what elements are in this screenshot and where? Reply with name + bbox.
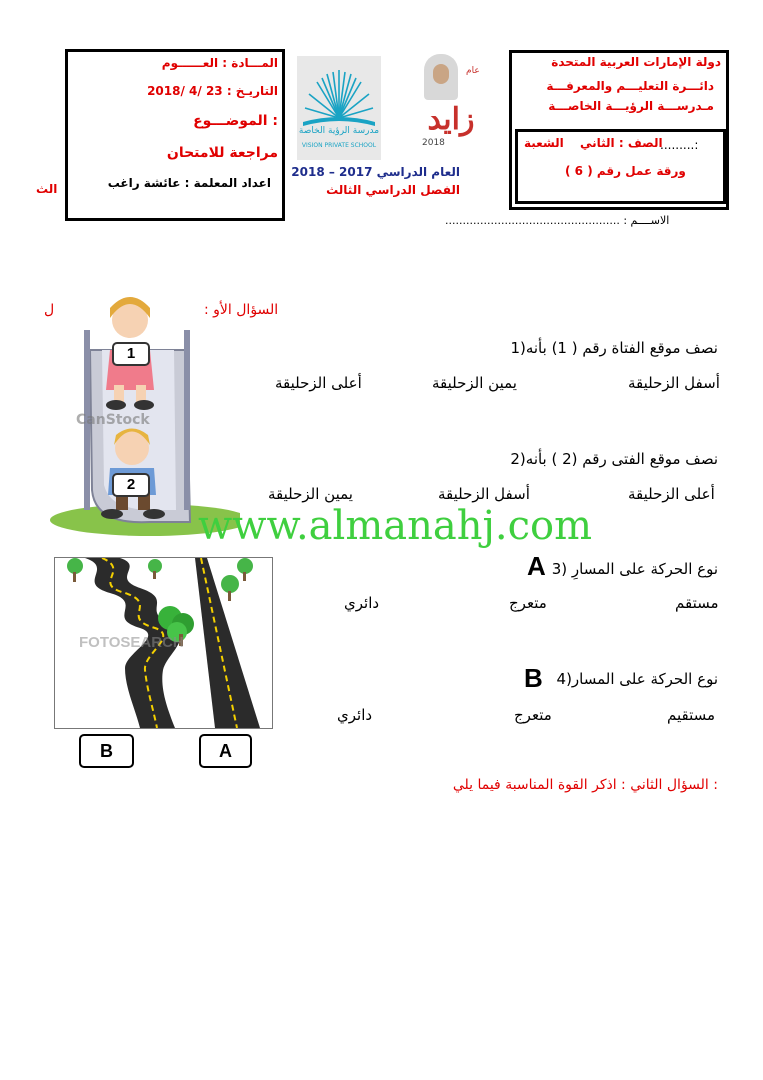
country-label: دولة الإمارات العربية المتحدة xyxy=(551,55,721,69)
q2-option-2[interactable]: أسفل الزحليقة xyxy=(438,485,530,503)
subject-label: المـــادة : العــــــوم xyxy=(161,56,278,70)
question1-title: : السؤال الأو xyxy=(204,302,279,318)
zayed-logo-small: عام xyxy=(466,66,480,76)
school-name-label: مـدرســـة الرؤيـــة الخاصـــة xyxy=(548,99,714,113)
question-4-letter: B xyxy=(524,663,543,693)
girl-number-card: 1 xyxy=(112,342,150,366)
road-illustration xyxy=(54,557,273,729)
road-b-label: B xyxy=(79,734,134,768)
canstock-watermark: CanStock xyxy=(76,412,150,428)
zayed-year-logo xyxy=(416,52,486,154)
question-4-text xyxy=(557,670,718,688)
zayed-logo-year: 2018 xyxy=(422,138,445,148)
q1-option-1[interactable]: أسفل الزحليقة xyxy=(628,374,720,392)
q2-option-3[interactable]: يمين الزحليقة xyxy=(268,485,353,503)
question-4-label: نوع الحركة على المسار(4 xyxy=(556,670,718,688)
clipped-term-text: الث xyxy=(36,182,58,196)
fotosearch-watermark: FOTOSEARCH xyxy=(79,634,184,651)
teacher-label: اعداد المعلمة : عائشة راغب xyxy=(107,176,271,190)
site-watermark: www.almanahj.com xyxy=(198,503,593,549)
worksheet-number: ( ورقة عمل رقم ( 6 xyxy=(565,164,686,178)
question-2-text: نصف موقع الفتى رقم (2 ) بأنه(2 xyxy=(510,450,718,468)
boy-number-card: 2 xyxy=(112,473,150,497)
question-3-letter: A xyxy=(527,551,546,581)
question-3-label: نوع الحركة على المسارِ (3 xyxy=(551,560,718,578)
question-1-text: نصف موقع الفتاة رقم ( 1) بأنه(1 xyxy=(510,339,718,357)
q4-option-1[interactable]: مستقيم xyxy=(667,706,716,724)
topic-label: : الموضـــوع xyxy=(193,113,278,129)
class-label: الصف : الثاني xyxy=(580,136,663,150)
question-3-text xyxy=(552,560,718,578)
q1-option-2[interactable]: يمين الزحليقة xyxy=(432,374,517,392)
q1-option-3[interactable]: أعلى الزحليقة xyxy=(275,374,362,392)
student-name-line[interactable]: .................................................. : الاســــم xyxy=(445,214,670,227)
q3-option-3[interactable]: دائري xyxy=(344,594,380,612)
school-logo xyxy=(297,56,381,160)
subject-info-box xyxy=(65,49,285,221)
q4-option-2[interactable]: متعرج xyxy=(514,706,552,724)
class-dots: .........: xyxy=(660,138,699,152)
question1-title-clip: ل xyxy=(44,302,55,318)
q3-option-1[interactable]: مستقم xyxy=(675,594,719,612)
date-label: التاريـخ : 23 /4 /2018 xyxy=(147,84,278,98)
q3-option-2[interactable]: متعرج xyxy=(509,594,547,612)
term-label: الفصل الدراسي الثالث xyxy=(326,183,460,197)
zayed-logo-text: زايد xyxy=(427,102,475,137)
portrait-image xyxy=(424,54,458,100)
q4-option-3[interactable]: دائري xyxy=(337,706,373,724)
department-label: دائـــرة التعليـــم والمعرفـــة xyxy=(546,79,714,93)
question2-title: : السؤال الثاني : اذكر القوة المناسبة فيما يلي xyxy=(452,777,718,793)
academic-year: العام الدراسي 2017 – 2018 xyxy=(291,165,460,179)
school-logo-arabic: مدرسة الرؤية الخاصة xyxy=(298,126,380,136)
road-a-label: A xyxy=(199,734,252,768)
school-logo-english: VISION PRIVATE SCHOOL xyxy=(301,142,377,149)
section-label: الشعبة xyxy=(524,136,564,150)
topic-value: مراجعة للامتحان xyxy=(166,145,278,161)
q2-option-1[interactable]: أعلى الزحليقة xyxy=(628,485,715,503)
